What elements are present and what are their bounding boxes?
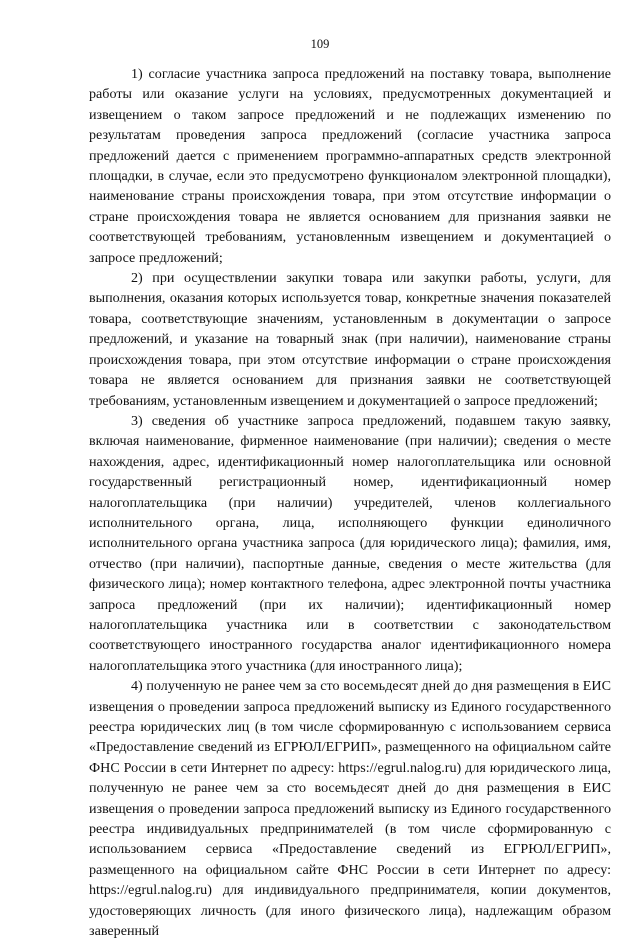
paragraph-item-3: 3) сведения об участнике запроса предложений, подавшем такую заявку, включая наименование, фирменное наименование (при наличии); сведения о месте нахождения, адрес, идентификационный номер налогоплательщика или основной государственный регистрационный номер, идентификационный номер налогоплательщика (при наличии) учредителей, членов коллегиального исполнительного органа, лица, исполняющего функции единоличного исполнительного органа участника запроса (для юридического лица); фамилия, имя, отчество (при наличии), паспортные данные, сведения о месте жительства (для физического лица); номер контактного телефона, адрес электронной почты участника запроса предложений (при их наличии); идентификационный номер налогоплательщика участника или в соответствии с законодательством соответствующего иностранного государства аналог идентификационного номера налогоплательщика этого участника (для иностранного лица); — [89, 412, 611, 674]
paragraph-item-4: 4) полученную не ранее чем за сто восемьдесят дней до дня размещения в ЕИС извещения о проведении запроса предложений выписку из Единого государственного реестра юридических лиц (в том числе сформированную с использованием сервиса «Предоставление сведений из ЕГРЮЛ/ЕГРИП», размещенного на официальном сайте ФНС России в сети Интернет по адресу: https://egrul.nalog.ru) для юридического лица, полученную не ранее чем за сто восемьдесят дней до дня размещения в ЕИС извещения о проведении запроса предложений выписку из Единого государственного реестра индивидуальных предпринимателей (в том числе сформированную с использованием сервиса «Предоставление сведений из ЕГРЮЛ/ЕГРИП», размещенного на официальном сайте ФНС России в сети Интернет по адресу: https://egrul.nalog.ru) для индивидуального предпринимателя, копии документов, удостоверяющих личность (для иного физического лица), надлежащим образом заверенный — [89, 678, 611, 940]
page-number: 109 — [310, 37, 330, 51]
body-text — [89, 64, 611, 941]
paragraph-item-1: 1) согласие участника запроса предложений на поставку товара, выполнение работы или оказание услуги на условиях, предусмотренных документацией и извещением о таком запросе предложений и не подлежащих изменению по результатам проведения запроса предложений (согласие участника запроса предложений дается с применением программно-аппаратных средств электронной площадки, в случае, если это предусмотрено функционалом электронной площадки), наименование страны происхождения товара, при этом отсутствие информации о стране происхождения товара не является основанием для признания заявки не соответствующей требованиям, установленным извещением и документацией о запросе предложений; — [89, 66, 611, 266]
paragraph-item-2: 2) при осуществлении закупки товара или закупки работы, услуги, для выполнения, оказания которых используется товар, конкретные значения показателей товара, соответствующие значениям, установленным в документации о запросе предложений, и указание на товарный знак (при наличии), наименование страны происхождения товара, при этом отсутствие информации о стране происхождения товара не является основанием для признания заявки не соответствующей требованиям, установленным извещением и документацией о запросе предложений; — [89, 270, 611, 409]
